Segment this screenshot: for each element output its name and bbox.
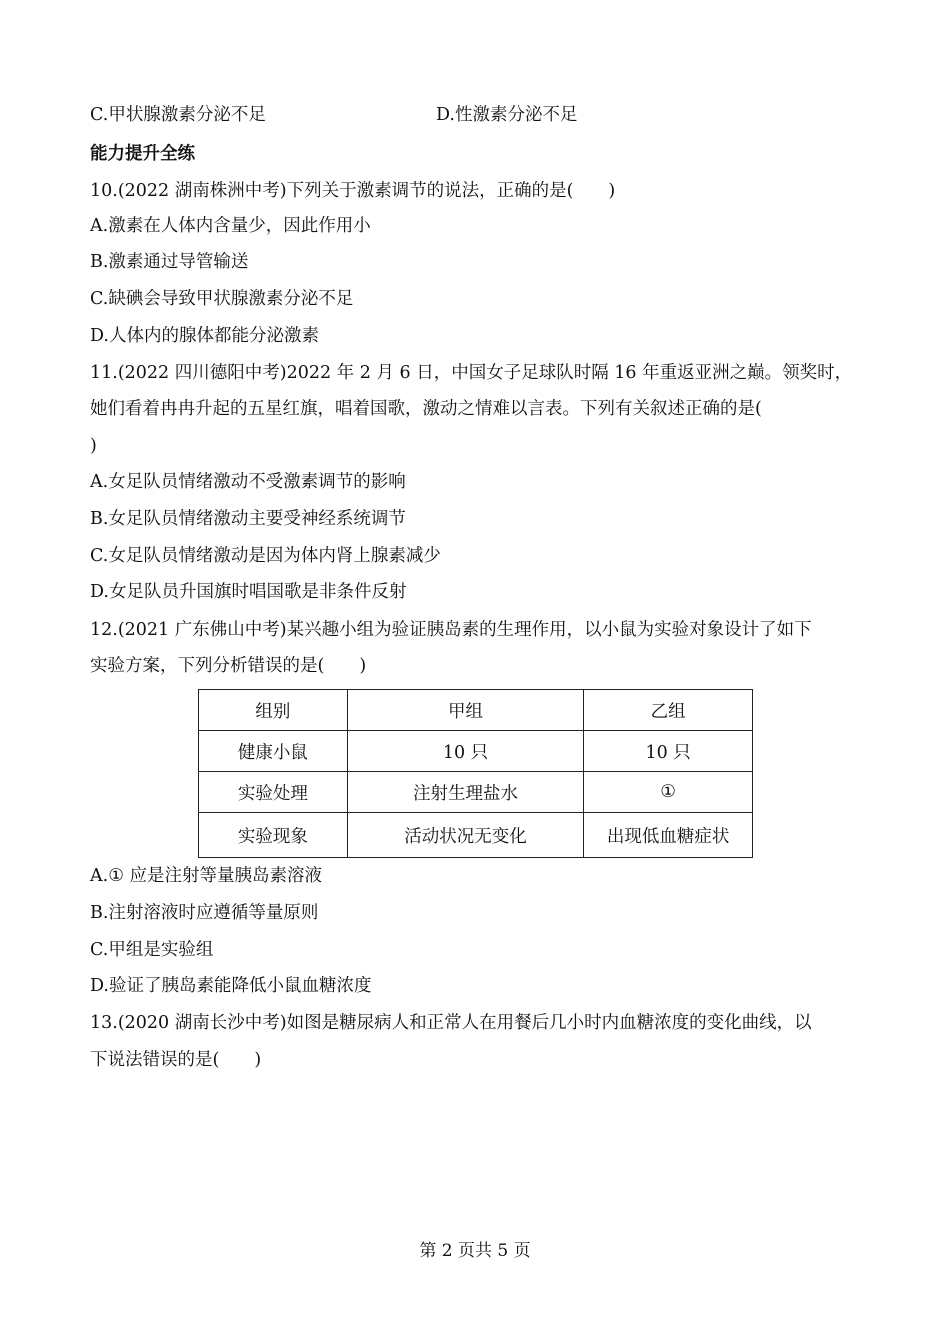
- table-cell: 实验现象: [199, 813, 348, 858]
- q13-stem-line2: 下说法错误的是( ): [90, 1050, 262, 1070]
- q12-option-b: B.注射溶液时应遵循等量原则: [90, 903, 319, 923]
- option-d-prev: D.性激素分泌不足: [436, 105, 578, 125]
- table-header-cell: 组别: [199, 690, 348, 731]
- q10-option-c: C.缺碘会导致甲状腺激素分泌不足: [90, 289, 354, 309]
- table-header-row: [199, 690, 753, 731]
- q11-option-b: B.女足队员情绪激动主要受神经系统调节: [90, 509, 406, 529]
- q11-option-c: C.女足队员情绪激动是因为体内肾上腺素减少: [90, 546, 441, 566]
- q12-option-c: C.甲组是实验组: [90, 940, 214, 960]
- q10-option-a: A.激素在人体内含量少，因此作用小: [90, 216, 371, 236]
- table-row: [199, 813, 753, 858]
- q11-stem-line1: 11.(2022 四川德阳中考)2022 年 2 月 6 日，中国女子足球队时隔 16 年重返亚洲之巅。领奖时，: [90, 363, 853, 383]
- table-cell: ①: [584, 772, 753, 813]
- q10-option-d: D.人体内的腺体都能分泌激素: [90, 326, 319, 346]
- table-cell: 活动状况无变化: [347, 813, 584, 858]
- table-cell: 注射生理盐水: [347, 772, 584, 813]
- table-row: [199, 731, 753, 772]
- experiment-table: [198, 689, 753, 858]
- option-c-prev: C.甲状腺激素分泌不足: [90, 105, 266, 125]
- q11-option-a: A.女足队员情绪激动不受激素调节的影响: [90, 472, 406, 492]
- table-cell: 实验处理: [199, 772, 348, 813]
- table-cell: 出现低血糖症状: [584, 813, 753, 858]
- page-footer: 第 2 页共 5 页: [419, 1241, 531, 1261]
- q11-option-d: D.女足队员升国旗时唱国歌是非条件反射: [90, 582, 407, 602]
- q12-stem-line1: 12.(2021 广东佛山中考)某兴趣小组为验证胰岛素的生理作用，以小鼠为实验对象设计了如下: [90, 620, 812, 640]
- table-header-cell: 甲组: [347, 690, 584, 731]
- q13-stem-line1: 13.(2020 湖南长沙中考)如图是糖尿病人和正常人在用餐后几小时内血糖浓度的变化曲线，以: [90, 1013, 812, 1033]
- table-row: [199, 772, 753, 813]
- q11-stem-line2: 她们看着冉冉升起的五星红旗，唱着国歌，激动之情难以言表。下列有关叙述正确的是(: [90, 399, 762, 419]
- table-header-cell: 乙组: [584, 690, 753, 731]
- q10-option-b: B.激素通过导管输送: [90, 252, 249, 272]
- q12-stem-line2: 实验方案，下列分析错误的是( ): [90, 656, 367, 676]
- q12-option-a: A.① 应是注射等量胰岛素溶液: [90, 866, 322, 886]
- q11-stem-line3: ): [90, 436, 97, 456]
- q12-option-d: D.验证了胰岛素能降低小鼠血糖浓度: [90, 976, 372, 996]
- table-cell: 10 只: [584, 731, 753, 772]
- table-cell: 10 只: [347, 731, 584, 772]
- q10-stem: 10.(2022 湖南株洲中考)下列关于激素调节的说法，正确的是( ): [90, 181, 616, 201]
- section-title: 能力提升全练: [90, 144, 195, 164]
- table-cell: 健康小鼠: [199, 731, 348, 772]
